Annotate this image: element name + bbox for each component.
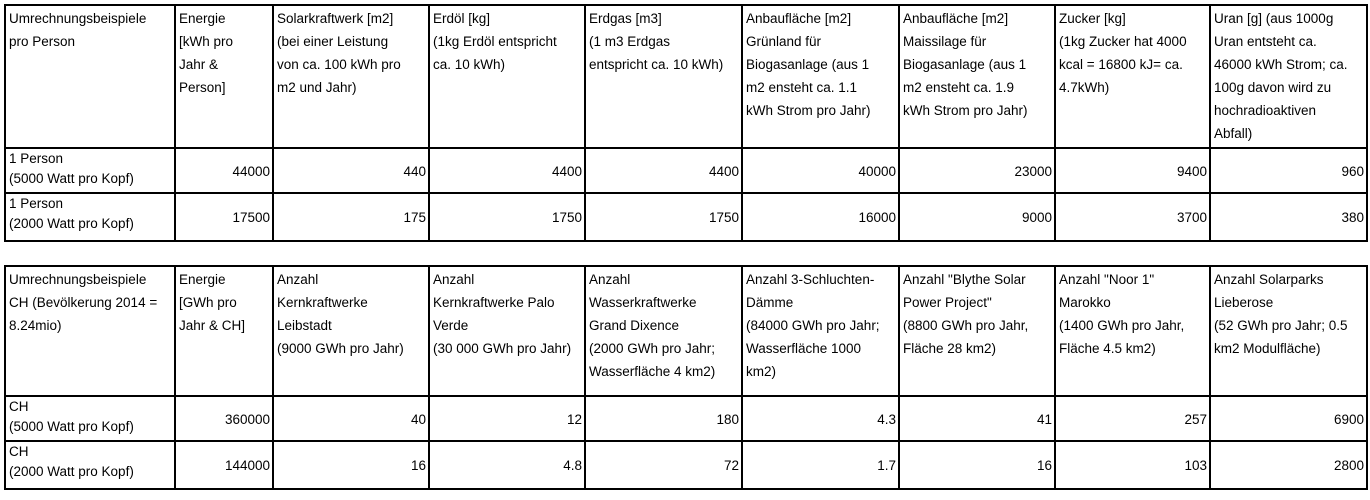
cell-text-line: kWh Strom pro Jahr) <box>746 103 871 118</box>
cell-text-line: Person] <box>179 80 226 95</box>
cell-text-line: (1400 GWh pro Jahr, <box>1059 318 1185 333</box>
value-cell: 16 <box>273 441 429 489</box>
cell-text-line: Anzahl <box>589 272 631 287</box>
value-cell: 380 <box>1210 193 1367 241</box>
value-cell: 2800 <box>1210 441 1367 489</box>
cell-text-line: (9000 GWh pro Jahr) <box>277 341 404 356</box>
value-cell: 44000 <box>175 148 273 193</box>
cell-text-line: von ca. 100 kWh pro <box>277 57 401 72</box>
value-cell: 180 <box>585 396 742 441</box>
cell-text-line: Leibstadt <box>277 318 332 333</box>
cell-text-line: Anzahl <box>277 272 319 287</box>
cell-text-line: Zucker [kg] <box>1059 11 1126 26</box>
cell-text-line: entspricht ca. 10 kWh) <box>589 57 724 72</box>
cell-text-line: Grünland für <box>746 34 822 49</box>
cell-text-line: ca. 10 kWh) <box>433 57 506 72</box>
cell-text-line: (30 000 GWh pro Jahr) <box>433 341 572 356</box>
cell-text-line: Energie <box>179 272 226 287</box>
column-header <box>5 266 175 396</box>
cell-text-line: 46000 kWh Strom; ca. <box>1214 57 1348 72</box>
cell-text-line: Lieberose <box>1214 295 1274 310</box>
column-header <box>1210 266 1367 396</box>
cell-text-line: Anzahl 3-Schluchten- <box>746 272 875 287</box>
value-cell: 1.7 <box>742 441 899 489</box>
column-header <box>899 5 1055 148</box>
value-cell: 440 <box>273 148 429 193</box>
column-header <box>899 266 1055 396</box>
cell-text-line: m2 ensteht ca. 1.9 <box>903 80 1015 95</box>
row-label <box>5 396 175 441</box>
cell-text-line: Energie <box>179 11 226 26</box>
cell-text-line: km2) <box>746 364 776 379</box>
cell-text-line: Kernkraftwerke Palo <box>433 295 555 310</box>
cell-text-line: (52 GWh pro Jahr; 0.5 <box>1214 318 1348 333</box>
value-cell: 72 <box>585 441 742 489</box>
value-cell: 257 <box>1055 396 1210 441</box>
column-header <box>273 5 429 148</box>
column-header <box>175 5 273 148</box>
column-header <box>175 266 273 396</box>
cell-text-line: (5000 Watt pro Kopf) <box>9 171 134 186</box>
cell-text-line: Marokko <box>1059 295 1111 310</box>
cell-text-line: pro Person <box>9 34 76 49</box>
cell-text-line: Power Project" <box>903 295 992 310</box>
header-row <box>5 5 1367 148</box>
cell-text-line: (8800 GWh pro Jahr, <box>903 318 1029 333</box>
value-cell: 9400 <box>1055 148 1210 193</box>
cell-text-line: m2 und Jahr) <box>277 80 357 95</box>
column-header <box>273 266 429 396</box>
cell-text-line: 8.24mio) <box>9 318 62 333</box>
value-cell: 23000 <box>899 148 1055 193</box>
cell-text-line: m2 ensteht ca. 1.1 <box>746 80 858 95</box>
value-cell: 103 <box>1055 441 1210 489</box>
column-header <box>742 5 899 148</box>
value-cell: 175 <box>273 193 429 241</box>
value-cell: 40 <box>273 396 429 441</box>
cell-text-line: Kernkraftwerke <box>277 295 368 310</box>
table-row <box>5 193 1367 241</box>
cell-text-line: Grand Dixence <box>589 318 680 333</box>
cell-text-line: (84000 GWh pro Jahr; <box>746 318 880 333</box>
cell-text-line: Wasserkraftwerke <box>589 295 697 310</box>
table-row <box>5 148 1367 193</box>
value-cell: 40000 <box>742 148 899 193</box>
cell-text-line: Dämme <box>746 295 794 310</box>
cell-text-line: Uran entsteht ca. <box>1214 34 1317 49</box>
per-person-conversion-table <box>4 4 1368 242</box>
cell-text-line: Uran [g] (aus 1000g <box>1214 11 1334 26</box>
cell-text-line: kWh Strom pro Jahr) <box>903 103 1028 118</box>
cell-text-line: 100g davon wird zu <box>1214 80 1332 95</box>
cell-text-line: (5000 Watt pro Kopf) <box>9 419 134 434</box>
cell-text-line: [GWh pro <box>179 295 237 310</box>
cell-text-line: Anzahl "Blythe Solar <box>903 272 1026 287</box>
switzerland-conversion-table <box>4 265 1368 490</box>
column-header <box>585 5 742 148</box>
cell-text-line: (bei einer Leistung <box>277 34 389 49</box>
value-cell: 9000 <box>899 193 1055 241</box>
cell-text-line: (1 m3 Erdgas <box>589 34 671 49</box>
cell-text-line: Anzahl <box>433 272 475 287</box>
value-cell: 4.3 <box>742 396 899 441</box>
table-row <box>5 441 1367 489</box>
value-cell: 4400 <box>429 148 585 193</box>
cell-text-line: Maissilage für <box>903 34 987 49</box>
value-cell: 6900 <box>1210 396 1367 441</box>
column-header <box>5 5 175 148</box>
value-cell: 16000 <box>742 193 899 241</box>
cell-text-line: Erdgas [m3] <box>589 11 662 26</box>
cell-text-line: 1 Person <box>9 196 64 211</box>
cell-text-line: Umrechnungsbeispiele <box>9 11 147 26</box>
cell-text-line: Umrechnungsbeispiele <box>9 272 147 287</box>
value-cell: 4400 <box>585 148 742 193</box>
column-header <box>585 266 742 396</box>
cell-text-line: Jahr & CH] <box>179 318 246 333</box>
cell-text-line: hochradioaktiven <box>1214 103 1317 118</box>
cell-text-line: Fläche 4.5 km2) <box>1059 341 1156 356</box>
value-cell: 4.8 <box>429 441 585 489</box>
value-cell: 16 <box>899 441 1055 489</box>
table-row <box>5 396 1367 441</box>
cell-text-line: Verde <box>433 318 469 333</box>
cell-text-line: Jahr & <box>179 57 219 72</box>
cell-text-line: Erdöl [kg] <box>433 11 491 26</box>
column-header <box>1055 266 1210 396</box>
cell-text-line: Anbaufläche [m2] <box>746 11 852 26</box>
cell-text-line: Biogasanlage (aus 1 <box>903 57 1027 72</box>
value-cell: 1750 <box>429 193 585 241</box>
cell-text-line: Biogasanlage (aus 1 <box>746 57 870 72</box>
cell-text-line: Solarkraftwerk [m2] <box>277 11 394 26</box>
cell-text-line: CH <box>9 444 29 459</box>
column-header <box>429 5 585 148</box>
value-cell: 41 <box>899 396 1055 441</box>
cell-text-line: (1kg Zucker hat 4000 <box>1059 34 1187 49</box>
value-cell: 360000 <box>175 396 273 441</box>
cell-text-line: (2000 GWh pro Jahr; <box>589 341 716 356</box>
row-label <box>5 148 175 193</box>
value-cell: 960 <box>1210 148 1367 193</box>
cell-text-line: Wasserfläche 4 km2) <box>589 364 716 379</box>
column-header <box>429 266 585 396</box>
value-cell: 144000 <box>175 441 273 489</box>
cell-text-line: Anzahl Solarparks <box>1214 272 1324 287</box>
row-label <box>5 441 175 489</box>
value-cell: 1750 <box>585 193 742 241</box>
cell-text-line: 1 Person <box>9 151 64 166</box>
cell-text-line: Anbaufläche [m2] <box>903 11 1009 26</box>
cell-text-line: Abfall) <box>1214 126 1253 141</box>
cell-text-line: [kWh pro <box>179 34 234 49</box>
cell-text-line: Fläche 28 km2) <box>903 341 997 356</box>
cell-text-line: Wasserfläche 1000 <box>746 341 862 356</box>
value-cell: 12 <box>429 396 585 441</box>
value-cell: 3700 <box>1055 193 1210 241</box>
cell-text-line: Anzahl "Noor 1" <box>1059 272 1155 287</box>
cell-text-line: kcal = 16800 kJ= ca. <box>1059 57 1183 72</box>
cell-text-line: CH <box>9 399 29 414</box>
cell-text-line: (1kg Erdöl entspricht <box>433 34 557 49</box>
header-row <box>5 266 1367 396</box>
row-label <box>5 193 175 241</box>
cell-text-line: CH (Bevölkerung 2014 = <box>9 295 158 310</box>
column-header <box>1210 5 1367 148</box>
cell-text-line: (2000 Watt pro Kopf) <box>9 216 134 231</box>
cell-text-line: 4.7kWh) <box>1059 80 1110 95</box>
column-header <box>1055 5 1210 148</box>
cell-text-line: km2 Modulfläche) <box>1214 341 1321 356</box>
cell-text-line: (2000 Watt pro Kopf) <box>9 464 134 479</box>
value-cell: 17500 <box>175 193 273 241</box>
column-header <box>742 266 899 396</box>
